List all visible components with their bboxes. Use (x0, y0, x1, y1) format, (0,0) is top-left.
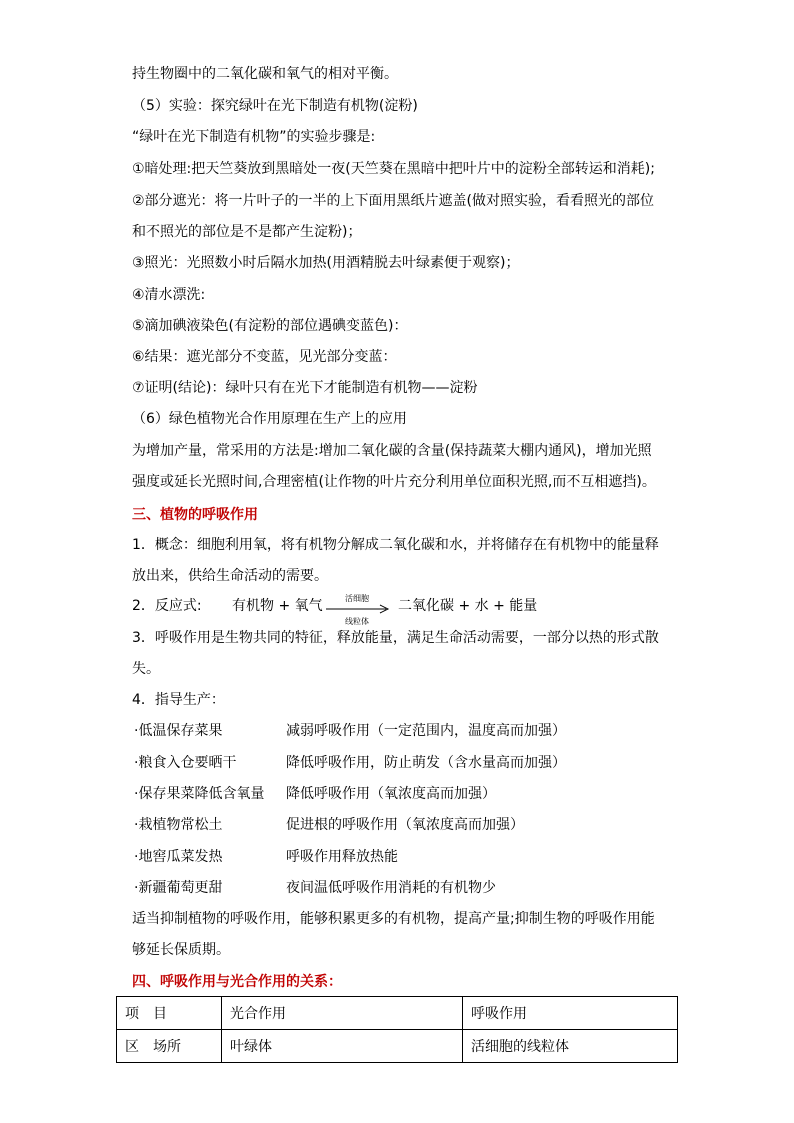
equation-label: 2．反应式: (132, 598, 202, 614)
table-cell: 项 目 (117, 997, 222, 1030)
list-item (134, 721, 566, 741)
step-2: ②部分遮光：将一片叶子的一半的上下面用黑纸片遮盖(做对照实验，看看照光的部位 (132, 193, 655, 209)
step-6: ⑥结果：遮光部分不变蓝，见光部分变蓝： (132, 349, 397, 365)
heading-relationship: 四、呼吸作用与光合作用的关系： (132, 974, 342, 990)
step-4: ④清水漂洗: (132, 287, 206, 303)
list-item-name: ·保存果菜降低含氧量 (134, 786, 265, 802)
feature-line-cont: 失。 (132, 661, 160, 677)
step-5: ⑤滴加碘液染色(有淀粉的部位遇碘变蓝色)： (132, 318, 408, 334)
feature-line: 3．呼吸作用是生物共同的特征，释放能量，满足生命活动需要，一部分以热的形式散 (132, 630, 659, 646)
list-item (134, 878, 496, 898)
reaction-arrow (326, 596, 394, 626)
list-item-desc: 减弱呼吸作用（一定范围内，温度高而加强） (286, 723, 566, 739)
list-item-name: ·低温保存菜果 (134, 723, 223, 739)
table-cell: 活细胞的线粒体 (463, 1030, 678, 1063)
text-line: 持生物圈中的二氧化碳和氧气的相对平衡。 (132, 66, 398, 82)
table-cell: 光合作用 (222, 997, 463, 1030)
guide-title: 4．指导生产： (132, 692, 225, 708)
list-item-desc: 降低呼吸作用（氧浓度高而加强） (286, 786, 496, 802)
section-5-title: （5）实验：探究绿叶在光下制造有机物(淀粉) (132, 98, 418, 114)
list-item (134, 784, 496, 804)
heading-respiration: 三、植物的呼吸作用 (132, 507, 258, 523)
summary-line: 适当抑制植物的呼吸作用，能够积累更多的有机物，提高产量;抑制生物的呼吸作用能 (132, 911, 655, 927)
list-item-desc: 促进根的呼吸作用（氧浓度高而加强） (286, 817, 524, 833)
text-line: “绿叶在光下制造有机物”的实验步骤是: (132, 129, 376, 145)
table-row (117, 1030, 678, 1063)
list-item (134, 753, 566, 773)
arrow-bottom-label: 线粒体 (345, 617, 369, 626)
relationship-table (116, 996, 678, 1063)
list-item (134, 847, 398, 867)
list-item (134, 815, 524, 835)
concept-line: 1．概念：细胞利用氧，将有机物分解成二氧化碳和水，并将储存在有机物中的能量释 (132, 537, 659, 553)
list-item-desc: 呼吸作用释放热能 (286, 849, 398, 865)
equation-right: 二氧化碳 + 水 + 能量 (398, 598, 538, 614)
table-cell: 区 场所 (117, 1030, 222, 1063)
list-item-name: ·新疆葡萄更甜 (134, 880, 223, 896)
step-2-cont: 和不照光的部位是不是都产生淀粉)； (132, 224, 362, 240)
concept-line-cont: 放出来，供给生命活动的需要。 (132, 568, 328, 584)
arrow-top-label: 活细胞 (345, 594, 369, 603)
step-3: ③照光：光照数小时后隔水加热(用酒精脱去叶绿素便于观察)； (132, 255, 520, 271)
table-cell: 呼吸作用 (463, 997, 678, 1030)
list-item-name: ·地窖瓜菜发热 (134, 849, 223, 865)
list-item-name: ·粮食入仓要晒干 (134, 755, 237, 771)
table-row (117, 997, 678, 1030)
list-item-desc: 夜间温低呼吸作用消耗的有机物少 (286, 880, 496, 896)
table-cell: 叶绿体 (222, 1030, 463, 1063)
equation-left: 有机物 + 氧气 (232, 598, 323, 614)
list-item-desc: 降低呼吸作用，防止萌发（含水量高而加强） (286, 755, 566, 771)
text-line: 为增加产量，常采用的方法是:增加二氧化碳的含量(保持蔬菜大棚内通风)，增加光照 (132, 443, 652, 459)
text-line: 强度或延长光照时间,合理密植(让作物的叶片充分利用单位面积光照,而不互相遮挡)。 (132, 474, 656, 490)
list-item-name: ·栽植物常松土 (134, 817, 223, 833)
step-7: ⑦证明(结论)：绿叶只有在光下才能制造有机物——淀粉 (132, 380, 478, 396)
summary-line-cont: 够延长保质期。 (132, 942, 230, 958)
step-1: ①暗处理:把天竺葵放到黑暗处一夜(天竺葵在黑暗中把叶片中的淀粉全部转运和消耗); (132, 161, 655, 177)
section-6-title: （6）绿色植物光合作用原理在生产上的应用 (132, 411, 407, 427)
